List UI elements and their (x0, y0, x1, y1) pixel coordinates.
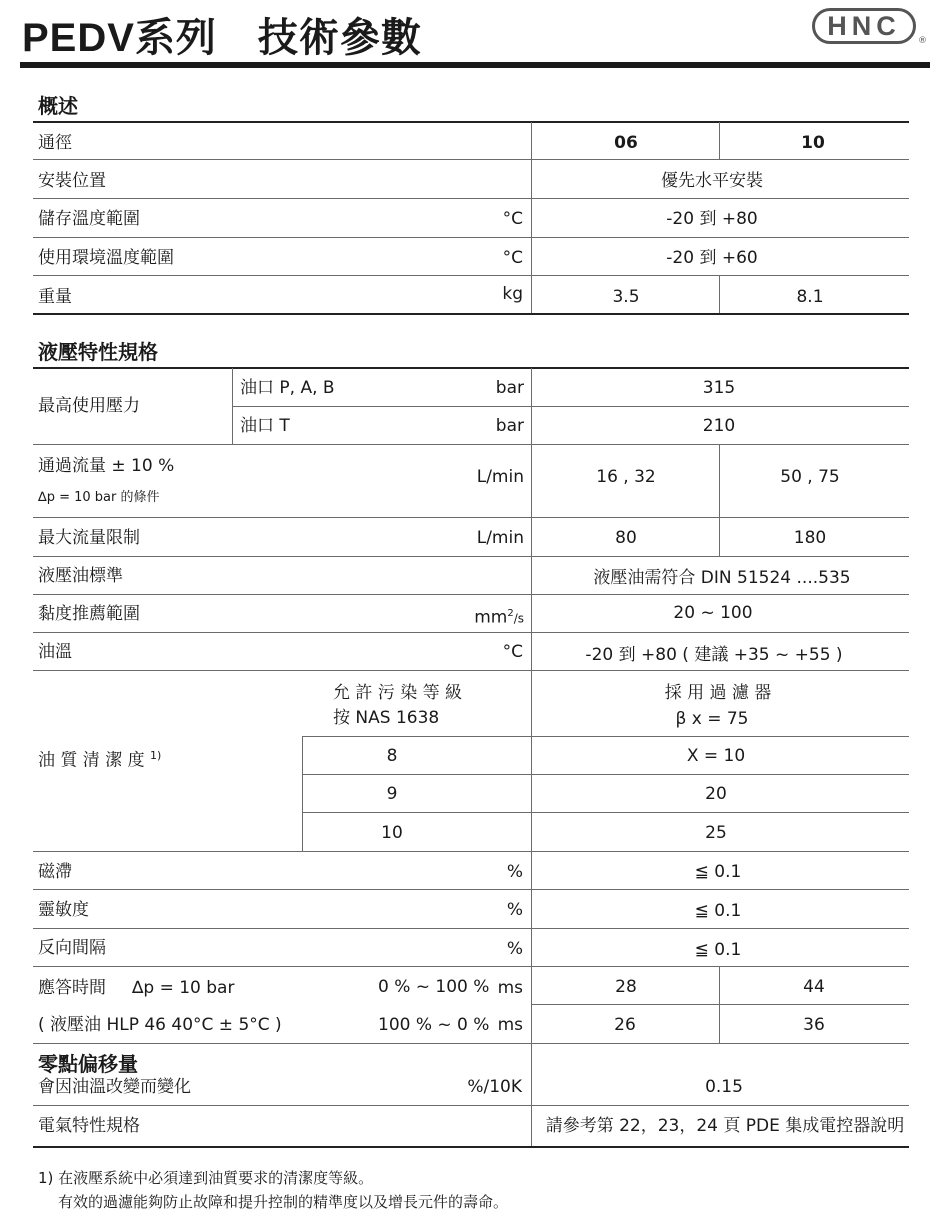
mounting-value: 優先水平安裝 (661, 171, 763, 191)
cleanliness-label (38, 746, 161, 771)
footnote-line-2: 有效的過濾能夠防止故障和提升控制的精準度以及增長元件的壽命。 (58, 1193, 509, 1211)
electrical-label: 電氣特性規格 (38, 1116, 140, 1136)
page-title-brand: PEDV (22, 16, 135, 60)
divider (33, 367, 909, 369)
port-pab-unit: bar (495, 378, 524, 398)
response-down-06: 26 (614, 1015, 636, 1035)
weight-label: 重量 (38, 287, 72, 307)
column-rule (719, 122, 720, 159)
divider (33, 889, 909, 890)
registered-mark: ® (918, 36, 927, 46)
divider (33, 594, 909, 595)
hysteresis-unit: % (506, 862, 523, 882)
port-t-label: 油口 T (240, 416, 290, 436)
column-rule (531, 122, 532, 313)
flow-limit-unit: L/min (476, 528, 524, 548)
divider (232, 406, 909, 407)
oil-temp-unit: °C (502, 642, 523, 662)
nas-level: 8 (386, 746, 398, 766)
reversal-value: ≦ 0.1 (694, 940, 742, 960)
divider (532, 1004, 909, 1005)
page-title (22, 6, 422, 63)
flow-label: 通過流量 ± 10 % (38, 456, 175, 476)
response-up-06: 28 (615, 977, 637, 997)
column-rule (531, 368, 532, 1146)
divider (33, 670, 909, 671)
divider (33, 313, 909, 315)
weight-10: 8.1 (796, 287, 824, 307)
zero-shift-value: 0.15 (705, 1077, 743, 1097)
filter-header-1: 採 用 過 濾 器 (664, 683, 772, 703)
response-fluid-condition: ( 液壓油 HLP 46 40°C ± 5°C ) (38, 1015, 282, 1035)
divider (33, 159, 909, 160)
footnote-line-1: 1) 在液壓系統中必須達到油質要求的清潔度等級。 (38, 1169, 374, 1187)
weight-06: 3.5 (612, 287, 640, 307)
zero-shift-label: 會因油溫改變而變化 (38, 1077, 191, 1097)
column-rule (719, 967, 720, 1043)
divider (33, 556, 909, 557)
response-unit: ms (497, 978, 523, 998)
filter-beta: X = 10 (686, 746, 746, 766)
column-rule (302, 737, 303, 851)
divider (33, 1043, 909, 1044)
flow-06: 16 , 32 (596, 467, 656, 487)
response-step-up: 0 % ~ 100 % (378, 977, 490, 997)
zero-shift-unit: %/10K (467, 1077, 522, 1097)
header-rule (20, 62, 930, 68)
filter-header-2: β x = 75 (675, 709, 749, 729)
divider (33, 966, 909, 967)
column-rule (719, 445, 720, 556)
viscosity-label: 黏度推薦範圍 (38, 604, 140, 624)
sensitivity-unit: % (506, 900, 523, 920)
hysteresis-label: 磁滯 (38, 862, 72, 882)
viscosity-unit-sub: /s (513, 611, 524, 626)
viscosity-unit (474, 604, 524, 629)
divider (33, 444, 909, 445)
port-t-unit: bar (495, 416, 524, 436)
nas-level: 9 (386, 784, 398, 804)
reversal-unit: % (506, 939, 523, 959)
divider (33, 928, 909, 929)
response-unit: ms (497, 1015, 523, 1035)
storage-temp-value: -20 到 +80 (666, 209, 758, 229)
divider (33, 1105, 909, 1106)
nas-level: 10 (381, 823, 403, 843)
zero-shift-title: 零點偏移量 (38, 1052, 138, 1076)
fluid-value: 液壓油需符合 DIN 51524 ....535 (593, 568, 851, 588)
page-title-text: 系列 技術參數 (134, 15, 422, 61)
port-pab-value: 315 (702, 378, 736, 398)
flow-limit-06: 80 (615, 528, 637, 548)
flow-limit-10: 180 (793, 528, 827, 548)
port-t-value: 210 (702, 416, 736, 436)
response-condition: ∆p = 10 bar (132, 978, 235, 998)
divider (302, 774, 909, 775)
viscosity-unit-base: mm (474, 607, 508, 628)
response-label: 應答時間 (38, 978, 106, 998)
flow-limit-label: 最大流量限制 (38, 528, 140, 548)
divider (33, 517, 909, 518)
ambient-temp-value: -20 到 +60 (666, 248, 758, 268)
nas-header-1: 允 許 污 染 等 級 (333, 683, 463, 703)
sensitivity-value: ≦ 0.1 (694, 901, 742, 921)
flow-unit: L/min (476, 467, 524, 487)
oil-temp-value: -20 到 +80 ( 建議 +35 ~ +55 ) (585, 645, 843, 665)
oil-temp-label: 油溫 (38, 642, 72, 662)
port-pab-label: 油口 P, A, B (240, 378, 335, 398)
ambient-temp-unit: °C (502, 248, 523, 268)
column-rule (719, 276, 720, 313)
electrical-value: 請參考第 22，23，24 頁 PDE 集成電控器說明 (545, 1116, 905, 1136)
sensitivity-label: 靈敏度 (38, 900, 89, 920)
viscosity-value: 20 ~ 100 (673, 603, 753, 623)
nas-header-2: 按 NAS 1638 (333, 708, 440, 728)
reversal-label: 反向間隔 (38, 938, 106, 958)
ambient-temp-label: 使用環境溫度範圍 (38, 248, 174, 268)
fluid-label: 液壓油標準 (38, 566, 123, 586)
section-title-general: 概述 (38, 94, 78, 118)
response-down-10: 36 (803, 1015, 825, 1035)
divider (33, 1146, 909, 1148)
response-up-10: 44 (803, 977, 825, 997)
storage-temp-unit: °C (502, 209, 523, 229)
hysteresis-value: ≦ 0.1 (694, 862, 742, 882)
divider (302, 812, 909, 813)
size-label: 通徑 (38, 133, 72, 153)
divider (33, 275, 909, 276)
divider (33, 851, 909, 852)
section-title-hydraulic: 液壓特性規格 (38, 340, 158, 364)
divider (302, 736, 909, 737)
cleanliness-text: 油 質 清 潔 度 (38, 750, 145, 771)
size-06: 06 (614, 133, 638, 153)
flow-condition: ∆p = 10 bar 的條件 (38, 490, 160, 505)
divider (33, 237, 909, 238)
storage-temp-label: 儲存溫度範圍 (38, 209, 140, 229)
filter-beta: 20 (705, 784, 727, 804)
divider (33, 121, 909, 123)
flow-10: 50 , 75 (780, 467, 840, 487)
divider (33, 632, 909, 633)
divider (33, 198, 909, 199)
size-10: 10 (801, 133, 825, 153)
filter-beta: 25 (705, 823, 727, 843)
response-step-down: 100 % ~ 0 % (378, 1015, 490, 1035)
viscosity-unit-sup: 2 (507, 608, 514, 619)
max-pressure-label: 最高使用壓力 (38, 396, 140, 416)
weight-unit: kg (502, 284, 523, 304)
cleanliness-note-mark: 1) (150, 749, 162, 762)
hnc-logo: HNC (812, 8, 916, 44)
column-rule (232, 368, 233, 444)
mounting-label: 安裝位置 (38, 171, 106, 191)
